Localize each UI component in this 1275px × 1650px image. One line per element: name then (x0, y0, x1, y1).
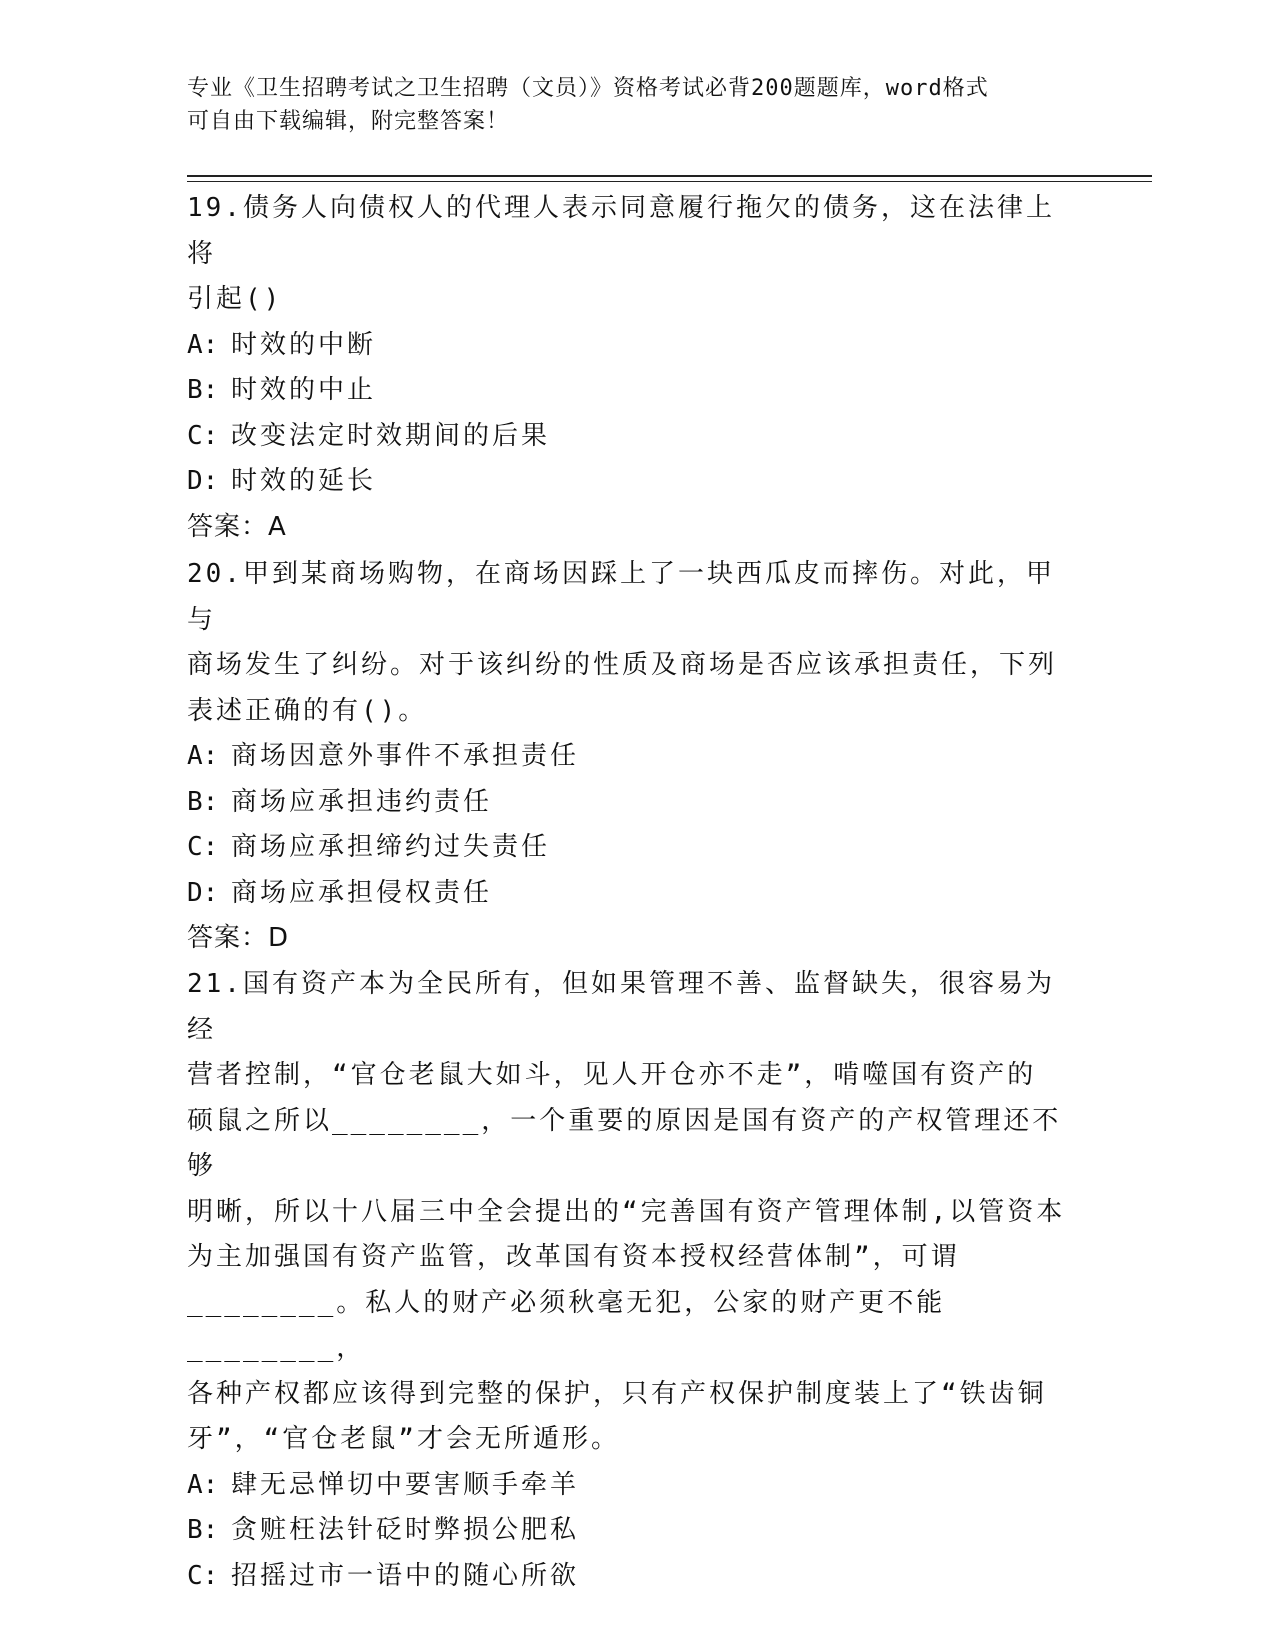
option-letter: B: (187, 375, 219, 405)
question-stem-line: 引起() (187, 284, 283, 314)
option-d (187, 871, 1067, 917)
header-divider-thin (187, 181, 1152, 182)
option-letter: C: (187, 420, 219, 451)
question-stem-line: 明晰，所以十八届三中全会提出的“完善国有资产管理体制,以管资本 (187, 1196, 1066, 1227)
option-text: 商场应承担侵权责任 (231, 877, 493, 908)
option-b (187, 368, 1067, 414)
option-text: 贪赃枉法针砭时弊损公肥私 (231, 1515, 580, 1545)
option-text: 时效的中止 (231, 375, 377, 405)
option-letter: A: (187, 741, 219, 771)
option-c (187, 1554, 1067, 1600)
option-text: 改变法定时效期间的后果 (231, 420, 551, 451)
option-text: 招摇过市一语中的随心所欲 (231, 1560, 580, 1591)
option-a (187, 734, 1067, 780)
option-a (187, 323, 1067, 369)
option-b (187, 1508, 1067, 1554)
option-letter: C: (187, 832, 219, 862)
option-d (187, 459, 1067, 505)
answer-line: 答案：D (187, 923, 290, 953)
option-b (187, 780, 1067, 826)
header-divider-thick (187, 175, 1152, 177)
question-19 (187, 186, 1067, 550)
option-text: 肆无忌惮切中要害顺手牵羊 (231, 1469, 580, 1500)
question-stem-line: 牙”，“官仓老鼠”才会无所遁形。 (187, 1424, 620, 1454)
question-stem-line: 营者控制，“官仓老鼠大如斗，见人开仓亦不走”，啃噬国有资产的 (187, 1060, 1037, 1090)
question-stem-line: 20.甲到某商场购物，在商场因踩上了一块西瓜皮而摔伤。对此，甲与 (187, 559, 1055, 635)
question-stem-line: ________。私人的财产必须秋毫无犯，公家的财产更不能________， (187, 1287, 946, 1363)
question-stem-line: 表述正确的有()。 (187, 695, 428, 726)
question-stem-line: 硕鼠之所以________，一个重要的原因是国有资产的产权管理还不够 (187, 1105, 1062, 1181)
option-letter: B: (187, 1515, 219, 1545)
option-text: 商场应承担违约责任 (231, 786, 493, 817)
option-text: 时效的中断 (231, 329, 377, 360)
option-c (187, 414, 1067, 460)
question-stem-line: 各种产权都应该得到完整的保护，只有产权保护制度装上了“铁齿铜 (187, 1378, 1047, 1409)
option-c (187, 825, 1067, 871)
question-stem-line: 21.国有资产本为全民所有，但如果管理不善、监督缺失，很容易为经 (187, 969, 1055, 1045)
question-21 (187, 962, 1067, 1599)
question-stem-line: 19.债务人向债权人的代理人表示同意履行拖欠的债务，这在法律上将 (187, 193, 1055, 269)
option-letter: A: (187, 1469, 219, 1500)
header-line-2: 可自由下载编辑，附完整答案！ (187, 109, 510, 134)
option-letter: D: (187, 877, 219, 908)
question-stem-line: 商场发生了纠纷。对于该纠纷的性质及商场是否应该承担责任，下列 (187, 650, 1058, 680)
question-stem-line: 为主加强国有资产监管，改革国有资本授权经营体制”，可谓 (187, 1242, 960, 1272)
option-text: 时效的延长 (231, 466, 377, 496)
question-20 (187, 552, 1067, 962)
option-a (187, 1463, 1067, 1509)
option-text: 商场因意外事件不承担责任 (231, 741, 580, 771)
document-header (187, 72, 1067, 138)
option-letter: D: (187, 466, 219, 496)
answer-line: 答案：A (187, 511, 287, 542)
option-letter: A: (187, 329, 219, 360)
option-letter: C: (187, 1560, 219, 1591)
header-line-1: 专业《卫生招聘考试之卫生招聘（文员）》资格考试必背200题题库，word格式 (187, 76, 989, 101)
option-text: 商场应承担缔约过失责任 (231, 832, 551, 862)
option-letter: B: (187, 786, 219, 817)
